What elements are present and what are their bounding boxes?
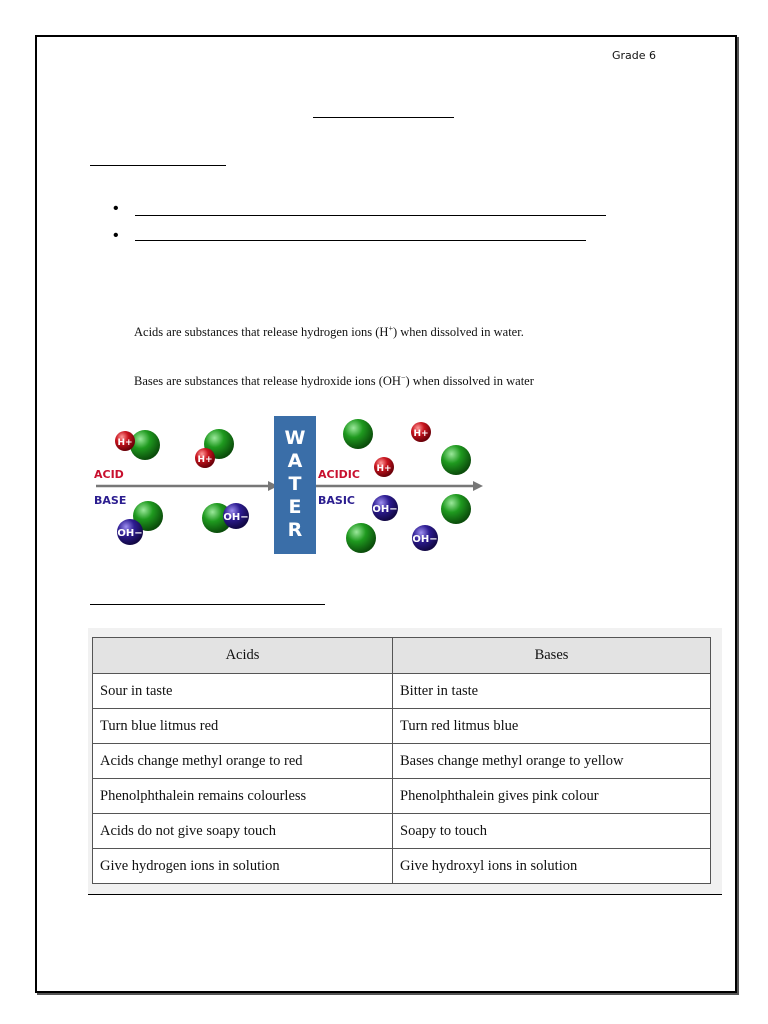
base-definition: Bases are substances that release hydroxide ions (OH−) when dissolved in water	[134, 372, 534, 388]
bullet-blank-line-2	[135, 240, 586, 241]
heading-blank-line	[90, 165, 226, 166]
water-letter: T	[288, 473, 302, 495]
acid-property: Phenolphthalein remains colourless	[93, 779, 393, 814]
left-arrow	[96, 481, 278, 491]
oh-ion-label: OH−	[117, 528, 143, 539]
oh-ion-label: OH−	[223, 512, 249, 523]
table-row	[93, 814, 711, 849]
table-row	[93, 779, 711, 814]
h-ion-label: H+	[376, 464, 392, 474]
h-ion-label: H+	[117, 438, 133, 448]
oh-ion-label: OH−	[372, 504, 398, 515]
table-row	[93, 709, 711, 744]
base-property: Bitter in taste	[393, 674, 711, 709]
header-bases: Bases	[393, 638, 711, 674]
grade-label: Grade 6	[612, 49, 657, 62]
water-letter: A	[287, 450, 303, 472]
acid-property: Turn blue litmus red	[93, 709, 393, 744]
table-row	[93, 849, 711, 884]
water-letter: W	[284, 427, 306, 449]
h-ion-label: H+	[413, 429, 429, 439]
table-heading-blank-line	[90, 604, 325, 605]
oh-ion-label: OH−	[412, 534, 438, 545]
basic-label: BASIC	[318, 494, 355, 507]
acid-base-water-diagram	[88, 412, 488, 562]
acid-property: Give hydrogen ions in solution	[93, 849, 393, 884]
bullet-blank-line-1	[135, 215, 606, 216]
table-bottom-line	[88, 894, 722, 895]
right-arrow	[316, 481, 483, 491]
header-acids: Acids	[93, 638, 393, 674]
green-ion	[441, 445, 471, 475]
acid-definition: Acids are substances that release hydrogen ions (H+) when dissolved in water.	[134, 323, 524, 339]
green-ion	[343, 419, 373, 449]
base-property: Turn red litmus blue	[393, 709, 711, 744]
base-property: Give hydroxyl ions in solution	[393, 849, 711, 884]
base-property: Bases change methyl orange to yellow	[393, 744, 711, 779]
bullet-dot: •	[113, 200, 119, 217]
acids-bases-table	[92, 637, 711, 884]
base-property: Phenolphthalein gives pink colour	[393, 779, 711, 814]
acid-property: Sour in taste	[93, 674, 393, 709]
table-row	[93, 674, 711, 709]
green-ion	[346, 523, 376, 553]
base-property: Soapy to touch	[393, 814, 711, 849]
bullet-dot: •	[113, 227, 119, 244]
green-ion	[441, 494, 471, 524]
title-blank-line	[313, 117, 454, 118]
base-label: BASE	[94, 494, 127, 507]
table-row	[93, 744, 711, 779]
acid-property: Acids do not give soapy touch	[93, 814, 393, 849]
acidic-label: ACIDIC	[318, 468, 360, 481]
water-letter: E	[288, 496, 302, 518]
acid-property: Acids change methyl orange to red	[93, 744, 393, 779]
comparison-table-panel	[88, 628, 722, 894]
table-header-row	[93, 638, 711, 674]
water-letter: R	[287, 519, 303, 541]
acid-label: ACID	[94, 468, 124, 481]
h-ion-label: H+	[197, 455, 213, 465]
green-ion	[130, 430, 160, 460]
